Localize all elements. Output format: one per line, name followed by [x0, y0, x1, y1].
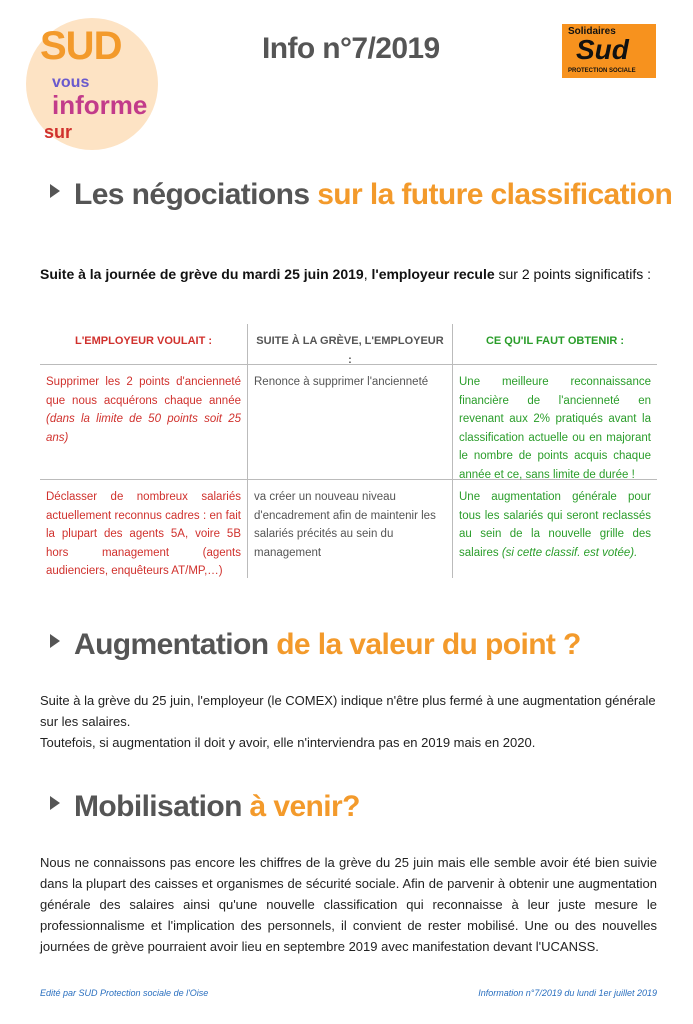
cell-suite-greve: va créer un nouveau niveau d'encadrement afin de maintenir les salariés précités au sein du management	[247, 480, 452, 578]
logo-solidaires-text: Solidaires	[568, 26, 616, 37]
augmentation-line-2: Toutefois, si augmentation il doit y avoir, elle n'interviendra pas en 2019 mais en 2020.	[40, 735, 536, 750]
mobilisation-paragraph: Nous ne connaissons pas encore les chiffres de la grève du 25 juin mais elle semble avoir été bien suivie dans la plupart des caisses et organismes de sécurité sociale. Afin de parvenir à obtenir une augmentation générale des salaires ainsi qu'une nouvelle classification qui reconnaisse à leur juste mesure le professionnalisme et l'implication des personnels, il convient de rester mobilisé. Une ou des nouvelles journées de grève pourraient avoir lieu en septembre 2019 avec manifestation devant l'UCANSS.	[40, 855, 657, 954]
cell-text: Supprimer les 2 points d'ancienneté que nous acquérons chaque année	[46, 376, 241, 407]
triangle-bullet-icon	[50, 634, 60, 648]
logo-protection-sociale-text: PROTECTION SOCIALE	[568, 68, 636, 74]
sud-vous-informe-logo	[18, 18, 178, 158]
augmentation-line-1: Suite à la grève du 25 juin, l'employeur (le COMEX) indique n'être plus fermé à une augmentation générale sur les salaires.	[40, 693, 656, 729]
heading-main-text: Augmentation	[74, 628, 269, 661]
header-suite-greve: SUITE À LA GRÈVE, L'EMPLOYEUR :	[247, 324, 452, 364]
heading-main-text: Mobilisation	[74, 790, 242, 823]
heading-accent-text: de la valeur du point ?	[276, 628, 581, 661]
table-header-row	[40, 324, 657, 365]
intro-sentence	[40, 266, 651, 282]
cell-italic-text: (si cette classif. est votée).	[501, 546, 638, 559]
triangle-bullet-icon	[50, 796, 60, 810]
table-row	[40, 365, 657, 480]
cell-text: Une augmentation générale pour tous les salariés qui seront reclassés au sein de la nouvelle grille des salaires	[459, 491, 651, 559]
header-employeur-voulait: L'EMPLOYEUR VOULAIT :	[74, 335, 213, 347]
heading-accent-text: sur la future classification	[317, 178, 673, 211]
logo-line-informe: informe	[52, 90, 148, 120]
cell-text: Déclasser de nombreux salariés actuellement reconnus cadres : en fait la plupart des agents 5A, voire 5B hors management (agents audienciers, enquêteurs AT/MP,…)	[46, 491, 241, 577]
section-heading-negociations	[50, 178, 672, 212]
logo-line-sur: sur	[44, 122, 73, 142]
page-title: Info n°7/2019	[262, 32, 440, 65]
logo-line-sud: SUD	[40, 24, 122, 68]
triangle-bullet-icon	[50, 184, 60, 198]
heading-main-text: Les négociations	[74, 178, 310, 211]
section-heading-augmentation	[50, 628, 581, 662]
intro-bold-recule: l'employeur recule	[371, 266, 495, 282]
cell-a-obtenir	[452, 480, 657, 578]
cell-suite-greve: Renonce à supprimer l'ancienneté	[247, 365, 452, 479]
cell-voulait	[40, 480, 247, 578]
header-a-obtenir: CE QU'IL FAUT OBTENIR :	[452, 324, 657, 364]
logo-sud-text: Sud	[576, 34, 629, 65]
augmentation-paragraph	[40, 690, 657, 753]
heading-accent-text: à venir?	[249, 790, 360, 823]
table-row	[40, 480, 657, 578]
intro-bold-date: Suite à la journée de grève du mardi 25 juin 2019	[40, 266, 364, 282]
intro-tail: sur 2 points significatifs :	[494, 266, 652, 282]
cell-voulait	[40, 365, 247, 479]
comparison-table	[40, 324, 657, 578]
intro-comma: ,	[363, 266, 372, 282]
cell-a-obtenir	[452, 365, 657, 479]
cell-text: Une meilleure reconnaissance financière de l'ancienneté en revenant aux 2% pratiqués avant la classification actuelle ou en majorant le nombre de points acquis chaque année et ce, sans limite de durée !	[459, 376, 651, 481]
footer-info-date: Information n°7/2019 du lundi 1er juillet 2019	[478, 988, 657, 998]
solidaires-sud-logo	[562, 24, 656, 78]
section-heading-mobilisation	[50, 790, 360, 824]
footer-editor: Edité par SUD Protection sociale de l'Oise	[40, 988, 209, 998]
logo-line-vous: vous	[52, 74, 90, 91]
cell-italic-text: (dans la limite de 50 points soit 25 ans)	[46, 413, 241, 444]
